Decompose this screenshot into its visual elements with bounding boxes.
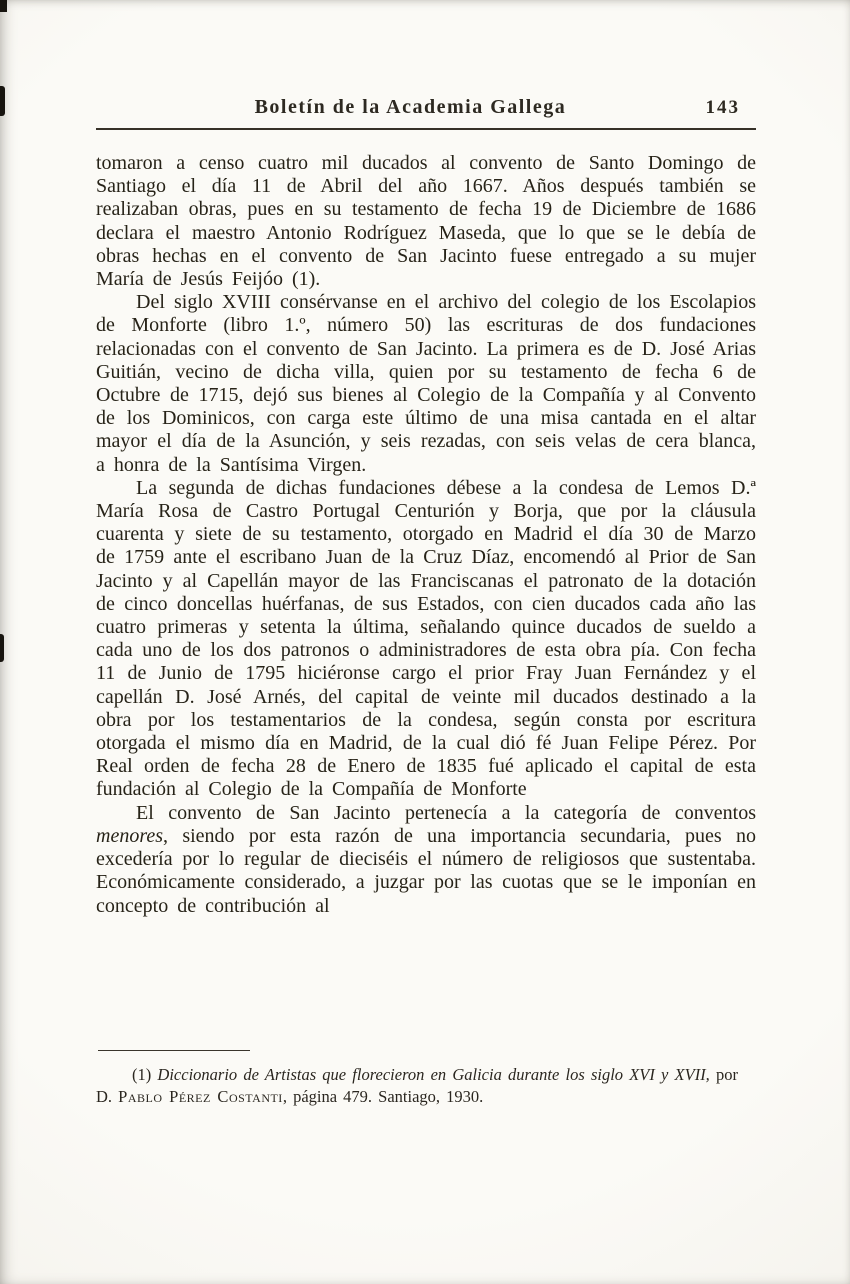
footnote	[96, 1050, 738, 1107]
header-rule	[96, 128, 756, 130]
paragraph: tomaron a censo cuatro mil ducados al convento de Santo Domingo de Santiago el día 11 de Abril del año 1667. Años después también se realizaban obras, pues en su testamento de fecha 19 de Diciembre de 1686 declara el maestro Antonio Rodríguez Maseda, que lo que se le debía de obras hechas en el convento de San Jacinto fuese entregado a su mujer María de Jesús Feijóo (1).	[96, 152, 756, 291]
binding-ink-mark	[0, 634, 4, 662]
paragraph	[96, 802, 756, 918]
running-head-title: Boletín de la Academia Gallega	[254, 96, 567, 118]
page-header	[96, 96, 756, 122]
paragraph: La segunda de dichas fundaciones débese a la condesa de Lemos D.ª María Rosa de Castro Portugal Centurión y Borja, que por la cláusula cuarenta y siete de su testamento, otorgado en Madrid el día 30 de Marzo de 1759 ante el escribano Juan de la Cruz Díaz, encomendó al Prior de San Jacinto y al Capellán mayor de las Franciscanas el patronato de la dotación de cinco doncellas huérfanas, de sus Estados, con cien ducados cada año las cuatro primeras y setenta la última, señalando quince ducados de sueldo a cada uno de los dos patronos o administradores de esta obra pía. Con fecha 11 de Junio de 1795 hiciéronse cargo el prior Fray Juan Fernández y el capellán D. José Arnés, del capital de veinte mil ducados destinado a la obra por los testamentarios de la condesa, según consta por escritura otorgada el mismo día en Madrid, de la cual dió fé Juan Felipe Pérez. Por Real orden de fecha 28 de Enero de 1835 fué aplicado el capital de esta fundación al Colegio de la Compañía de Monforte	[96, 476, 756, 801]
corner-scan-artifact	[0, 0, 7, 12]
page-number: 143	[705, 97, 740, 118]
footnote-work-title: Diccionario de Artistas que florecieron en Galicia durante los siglo XVI y XVII,	[157, 1065, 710, 1084]
page-content	[96, 0, 756, 918]
page-body	[96, 152, 756, 918]
footnote-text	[96, 1064, 738, 1107]
footnote-author: Pablo Pérez Costanti	[118, 1086, 283, 1106]
binding-ink-mark	[0, 86, 5, 116]
italic-term: menores	[96, 824, 164, 847]
footnote-connector: por D.	[96, 1065, 738, 1106]
paragraph: Del siglo XVIII consérvanse en el archivo del colegio de los Escolapios de Monforte (libro 1.º, número 50) las escrituras de dos fundaciones relacionadas con el convento de San Jacinto. La primera es de D. José Arias Guitián, vecino de dicha villa, quien por su testamento de fecha 6 de Octubre de 1715, dejó sus bienes al Colegio de la Compañía y al Convento de los Dominicos, con carga este último de una misa cantada en el altar mayor el día de la Asunción, y seis rezadas, con seis velas de cera blanca, a honra de la Santísima Virgen.	[96, 291, 756, 476]
footnote-separator-rule	[98, 1050, 250, 1051]
paragraph-text: , siendo por esta razón de una importancia secundaria, pues no excedería por lo regular de dieciséis el número de religiosos que sustentaba. Económicamente considerado, a juzgar por las cuotas que se le imponían en concepto de contribución al	[96, 824, 756, 917]
footnote-marker: (1)	[132, 1065, 158, 1084]
paragraph-text: El convento de San Jacinto pertenecía a la categoría de conventos	[136, 801, 756, 824]
footnote-tail: , página 479. Santiago, 1930.	[282, 1086, 484, 1106]
